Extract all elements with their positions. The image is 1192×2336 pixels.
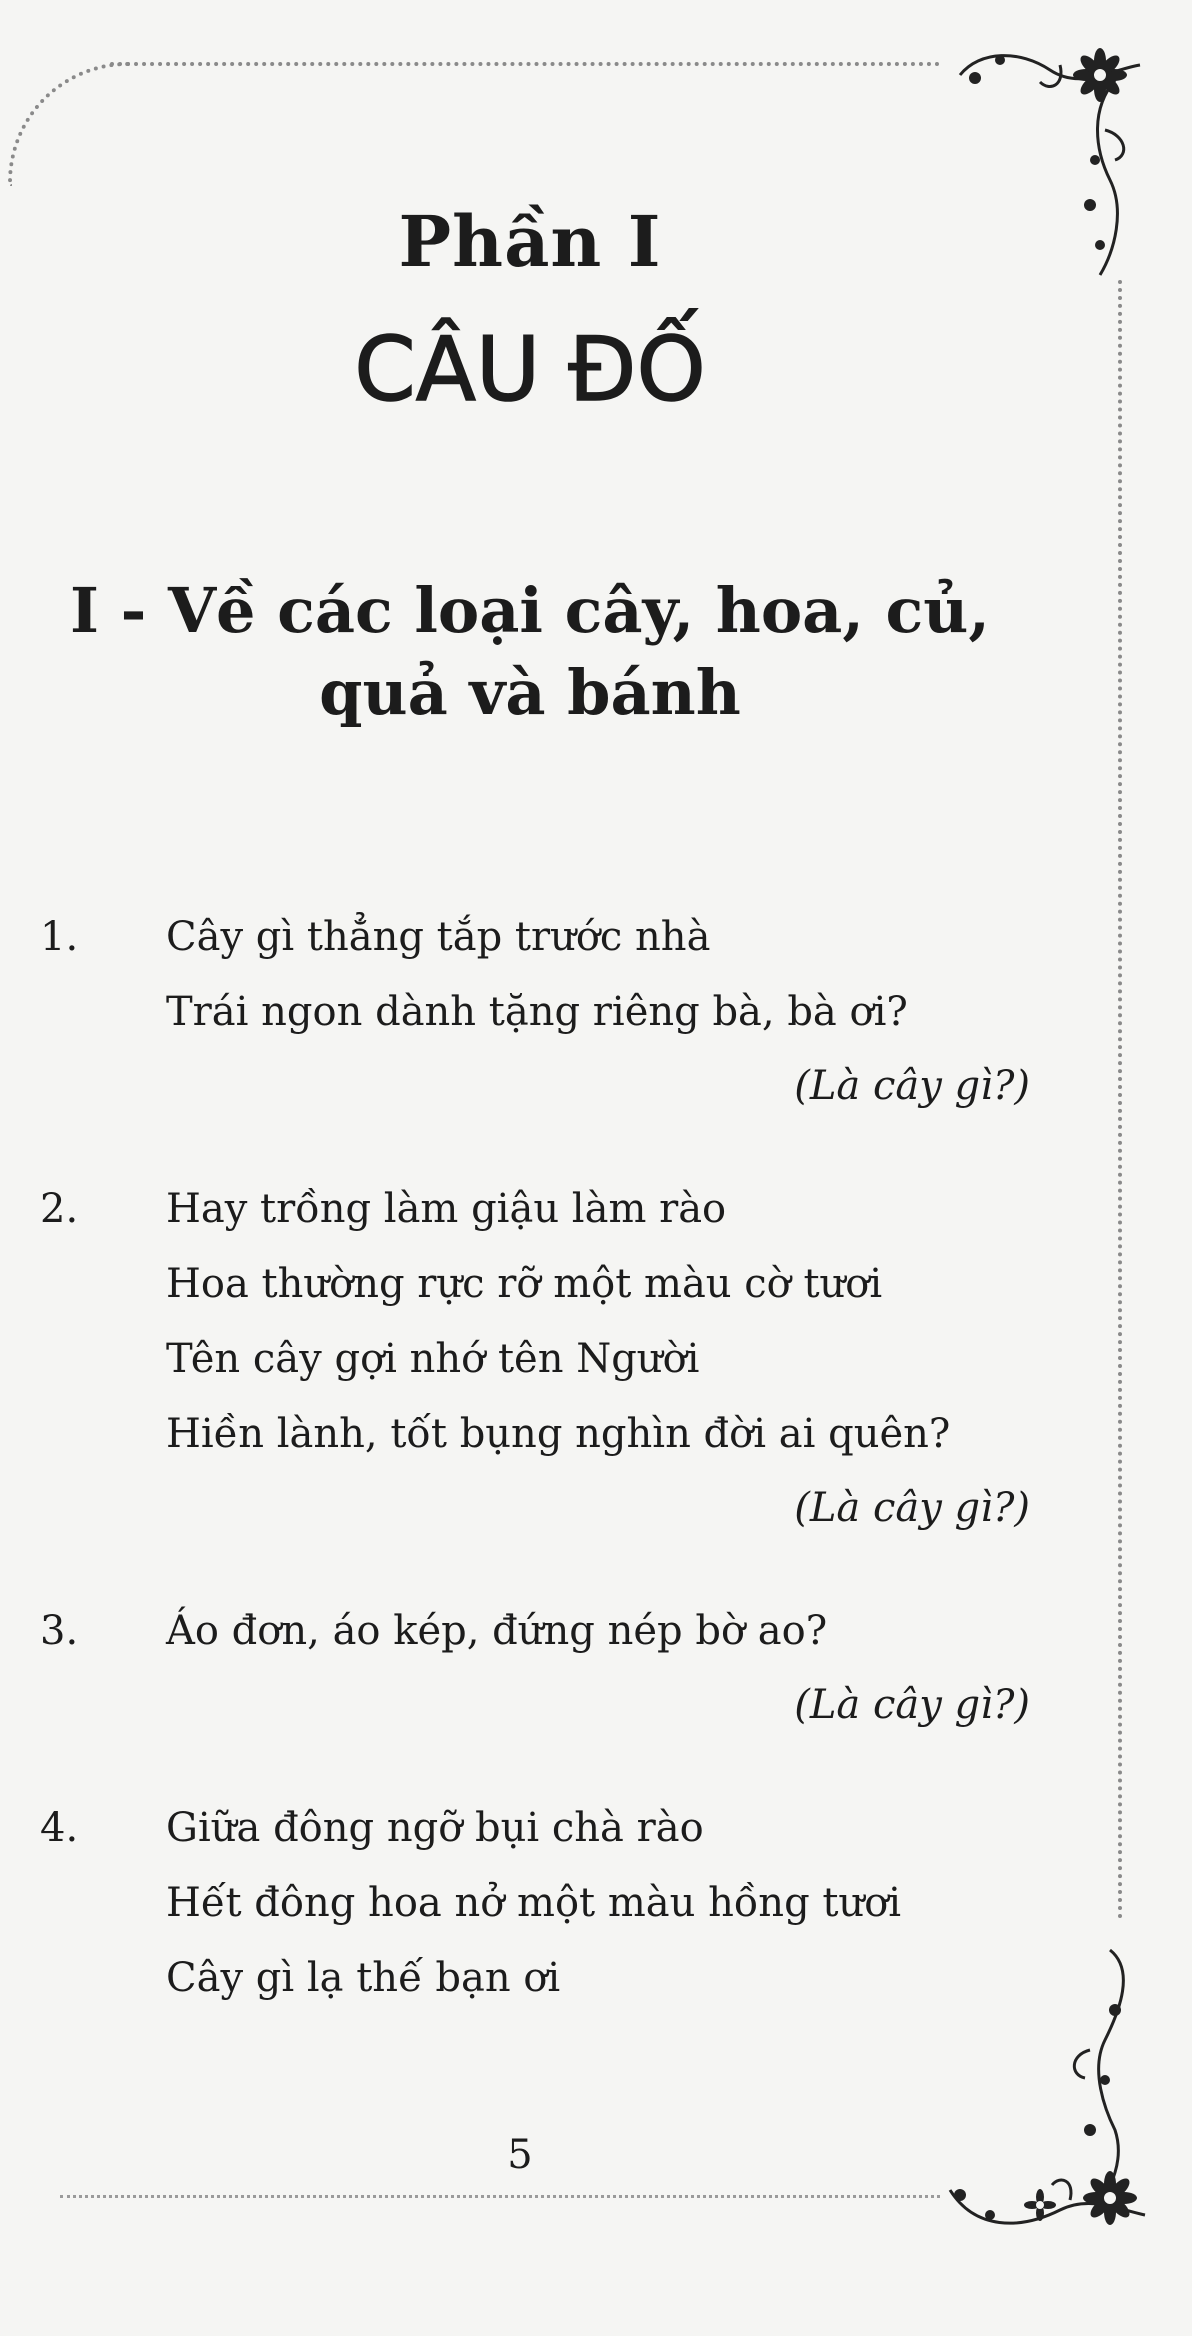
riddle-answer: (Là cây gì?) — [794, 1063, 1030, 1109]
riddle-line: Hoa thường rực rỡ một màu cờ tươi — [166, 1261, 883, 1307]
page-border-corner — [8, 62, 132, 186]
chapter-title: CÂU ĐỐ — [354, 318, 706, 421]
section-heading-line: quả và bánh — [319, 656, 741, 729]
page-border-right — [1118, 280, 1122, 1920]
riddle-line: Trái ngon dành tặng riêng bà, bà ơi? — [166, 989, 908, 1035]
page-number: 5 — [507, 2132, 533, 2178]
riddle-answer: (Là cây gì?) — [794, 1682, 1030, 1728]
section-heading — [0, 570, 1060, 734]
riddle-line: Cây gì thẳng tắp trước nhà — [166, 914, 711, 960]
riddle-item — [40, 1791, 1030, 2016]
riddle-item — [40, 1172, 1030, 1544]
riddle-line: Tên cây gợi nhớ tên Người — [166, 1336, 700, 1382]
riddle-number: 2. — [40, 1186, 79, 1232]
riddle-item — [40, 900, 1030, 1122]
riddle-line: Hay trồng làm giậu làm rào — [166, 1186, 727, 1232]
part-heading: Phần I — [398, 200, 662, 283]
riddle-answer: (Là cây gì?) — [794, 1485, 1030, 1531]
riddle-line: Áo đơn, áo kép, đứng nép bờ ao? — [166, 1608, 828, 1654]
riddle-item — [40, 1594, 1030, 1741]
riddle-line: Cây gì lạ thế bạn ơi — [166, 1955, 561, 2001]
riddle-number: 3. — [40, 1608, 79, 1654]
riddle-line: Hiền lành, tốt bụng nghìn đời ai quên? — [166, 1411, 951, 1457]
page-border-bottom — [60, 2195, 940, 2198]
riddle-number: 1. — [40, 914, 79, 960]
riddle-line: Hết đông hoa nở một màu hồng tươi — [166, 1880, 902, 1926]
riddle-number: 4. — [40, 1805, 79, 1851]
section-heading-line: I - Về các loại cây, hoa, củ, — [70, 574, 990, 647]
riddle-line: Giữa đông ngỡ bụi chà rào — [166, 1805, 704, 1851]
riddle-list — [40, 900, 1030, 2066]
page-border-top — [110, 62, 940, 66]
